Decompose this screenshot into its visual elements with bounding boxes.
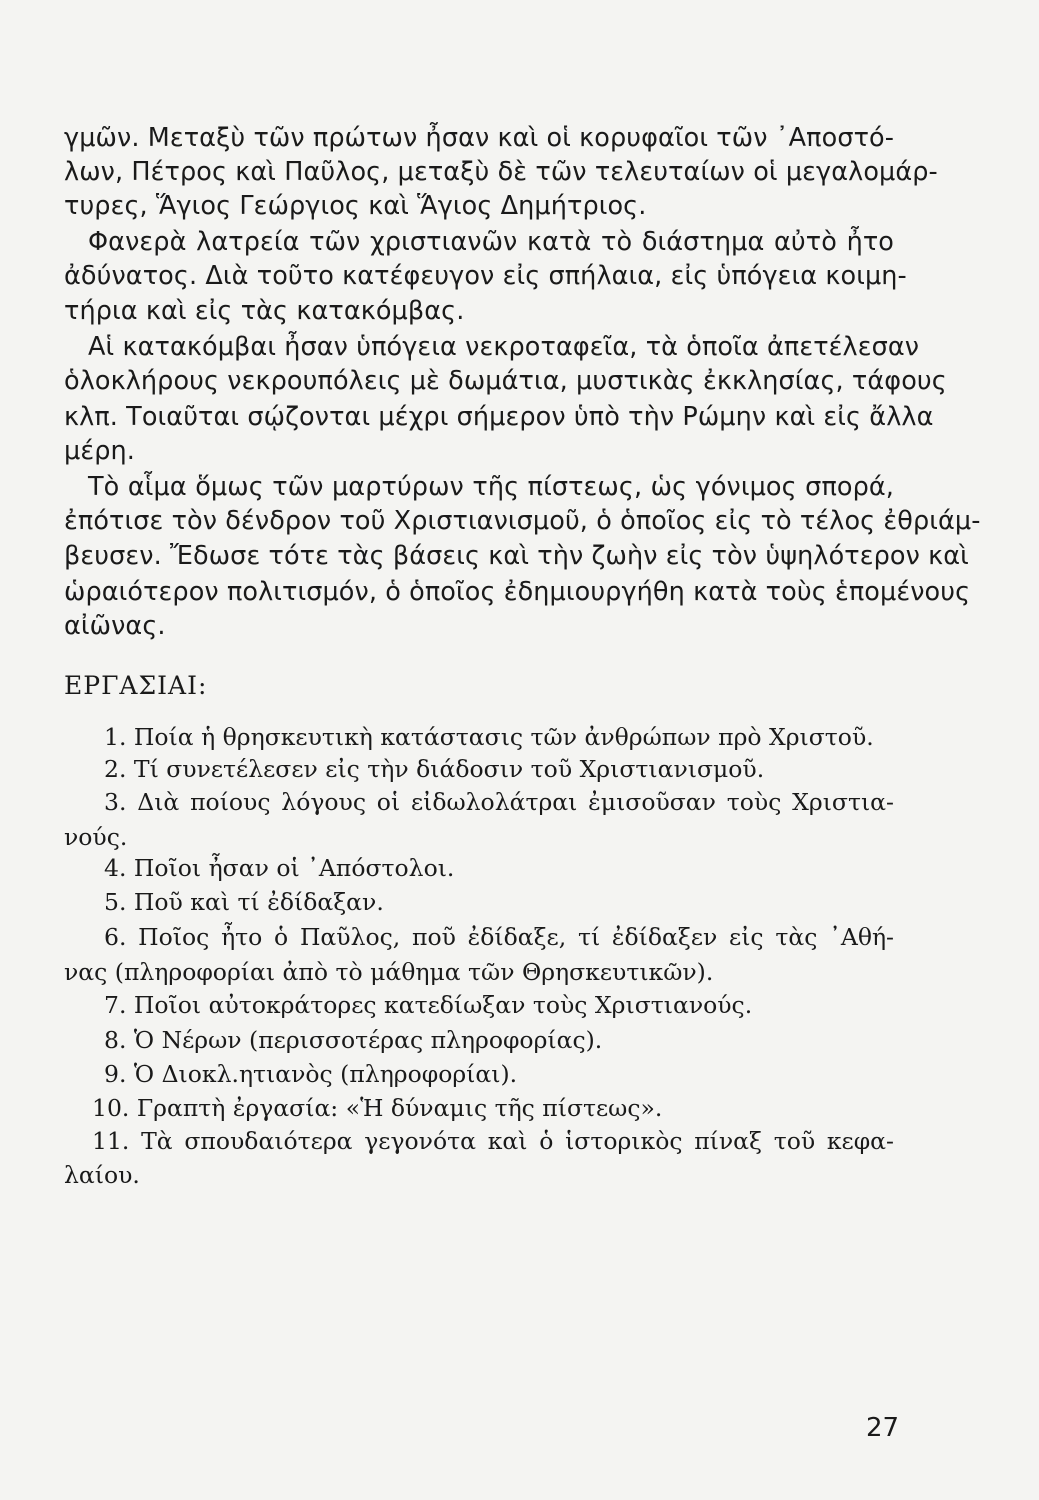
body-text-line: βευσεν. Ἔδωσε τότε τὰς βάσεις καὶ τὴν ζωὴν εἰς τὸν ὑψηλότερον καὶ	[64, 541, 969, 571]
exercise-item	[104, 754, 894, 784]
body-text-line: τήρια καὶ εἰς τὰς κατακόμβας.	[64, 296, 465, 326]
exercise-text: Γραπτὴ ἐργασία: «Ἡ δύναμις τῆς πίστεως».	[136, 1094, 663, 1122]
exercise-number: 1.	[104, 723, 127, 751]
exercise-item	[92, 1126, 894, 1156]
exercise-continuation	[64, 822, 894, 852]
exercise-item	[104, 787, 894, 817]
exercise-item	[104, 922, 894, 952]
exercise-text: Τὰ σπουδαιότερα γεγονότα καὶ ὁ ἱστορικὸς πίναξ τοῦ κεφα-	[141, 1127, 894, 1155]
exercise-text: λαίου.	[64, 1161, 140, 1189]
body-text-line: κλπ. Τοιαῦται σῴζονται μέχρι σήμερον ὑπὸ τὴν Ρώμην καὶ εἰς ἄλλα	[64, 402, 934, 432]
body-text-line: τυρες, Ἅγιος Γεώργιος καὶ Ἅγιος Δημήτριος.	[64, 191, 647, 221]
exercise-item	[104, 1025, 894, 1055]
exercise-text: Ποῖοι αὐτοκράτορες κατεδίωξαν τοὺς Χριστιανούς.	[133, 991, 753, 1019]
exercise-text: νας (πληροφορίαι ἀπὸ τὸ μάθημα τῶν Θρησκευτικῶν).	[64, 958, 714, 986]
body-text-line: Τὸ αἷμα ὅμως τῶν μαρτύρων τῆς πίστεως, ὡς γόνιμος σπορά,	[88, 472, 894, 502]
body-text-line: ὡραιότερον πολιτισμόν, ὁ ὁποῖος ἐδημιουργήθη κατὰ τοὺς ἑπομένους	[64, 577, 971, 607]
exercise-number: 9.	[104, 1060, 127, 1088]
exercise-number: 8.	[104, 1026, 127, 1054]
exercise-item	[104, 853, 894, 883]
exercise-number: 10.	[92, 1094, 130, 1122]
exercise-item	[104, 722, 894, 752]
exercise-item	[104, 1059, 894, 1089]
body-text-line: μέρη.	[64, 436, 135, 466]
exercise-text: Ποῖοι ἦσαν οἱ ᾽Απόστολοι.	[133, 854, 455, 882]
exercise-text: Ὁ Νέρων (περισσοτέρας πληροφορίας).	[133, 1026, 603, 1054]
exercise-item	[104, 990, 894, 1020]
body-text-line: ἐπότισε τὸν δένδρον τοῦ Χριστιανισμοῦ, ὁ ὁποῖος εἰς τὸ τέλος ἐθριάμ-	[64, 506, 981, 536]
exercise-number: 4.	[104, 854, 127, 882]
exercise-continuation	[64, 957, 894, 987]
exercise-item	[104, 887, 894, 917]
exercise-number: 6.	[104, 923, 127, 951]
exercise-number: 3.	[104, 788, 127, 816]
body-text-line: αἰῶνας.	[64, 611, 166, 641]
body-text-line: γμῶν. Μεταξὺ τῶν πρώτων ἦσαν καὶ οἱ κορυφαῖοι τῶν ᾽Αποστό-	[64, 123, 895, 153]
exercises-heading: ΕΡΓΑΣΙΑΙ:	[64, 671, 208, 700]
exercise-continuation	[64, 1160, 894, 1190]
exercise-text: Διὰ ποίους λόγους οἱ εἰδωλολάτραι ἐμισοῦσαν τοὺς Χριστια-	[137, 788, 894, 816]
exercise-number: 2.	[104, 755, 127, 783]
exercise-text: Ποῖος ἦτο ὁ Παῦλος, ποῦ ἐδίδαξε, τί ἐδίδαξεν εἰς τὰς ᾽Αθή-	[138, 923, 894, 951]
exercise-number: 11.	[92, 1127, 130, 1155]
exercise-number: 7.	[104, 991, 127, 1019]
body-text-line: ὁλοκλήρους νεκρουπόλεις μὲ δωμάτια, μυστικὰς ἐκκλησίας, τάφους	[64, 366, 947, 396]
body-text-line: ἀδύνατος. Διὰ τοῦτο κατέφευγον εἰς σπήλαια, εἰς ὑπόγεια κοιμη-	[64, 261, 907, 291]
exercise-text: Ποῦ καὶ τί ἐδίδαξαν.	[133, 888, 384, 916]
body-text-line: Φανερὰ λατρεία τῶν χριστιανῶν κατὰ τὸ διάστημα αὐτὸ ἦτο	[88, 227, 894, 257]
exercise-text: Τί συνετέλεσεν εἰς τὴν διάδοσιν τοῦ Χριστιανισμοῦ.	[133, 755, 765, 783]
exercise-number: 5.	[104, 888, 127, 916]
page-number: 27	[866, 1413, 900, 1443]
exercise-text: Ὁ Διοκλ.ητιανὸς (πληροφορίαι).	[133, 1060, 518, 1088]
exercise-text: Ποία ἡ θρησκευτικὴ κατάστασις τῶν ἀνθρώπων πρὸ Χριστοῦ.	[133, 723, 874, 751]
exercise-text: νούς.	[64, 823, 128, 851]
body-text-line: Αἱ κατακόμβαι ἦσαν ὑπόγεια νεκροταφεῖα, τὰ ὁποῖα ἀπετέλεσαν	[88, 332, 920, 362]
body-text-line: λων, Πέτρος καὶ Παῦλος, μεταξὺ δὲ τῶν τελευταίων οἱ μεγαλομάρ-	[64, 157, 938, 187]
exercise-item	[92, 1093, 894, 1123]
